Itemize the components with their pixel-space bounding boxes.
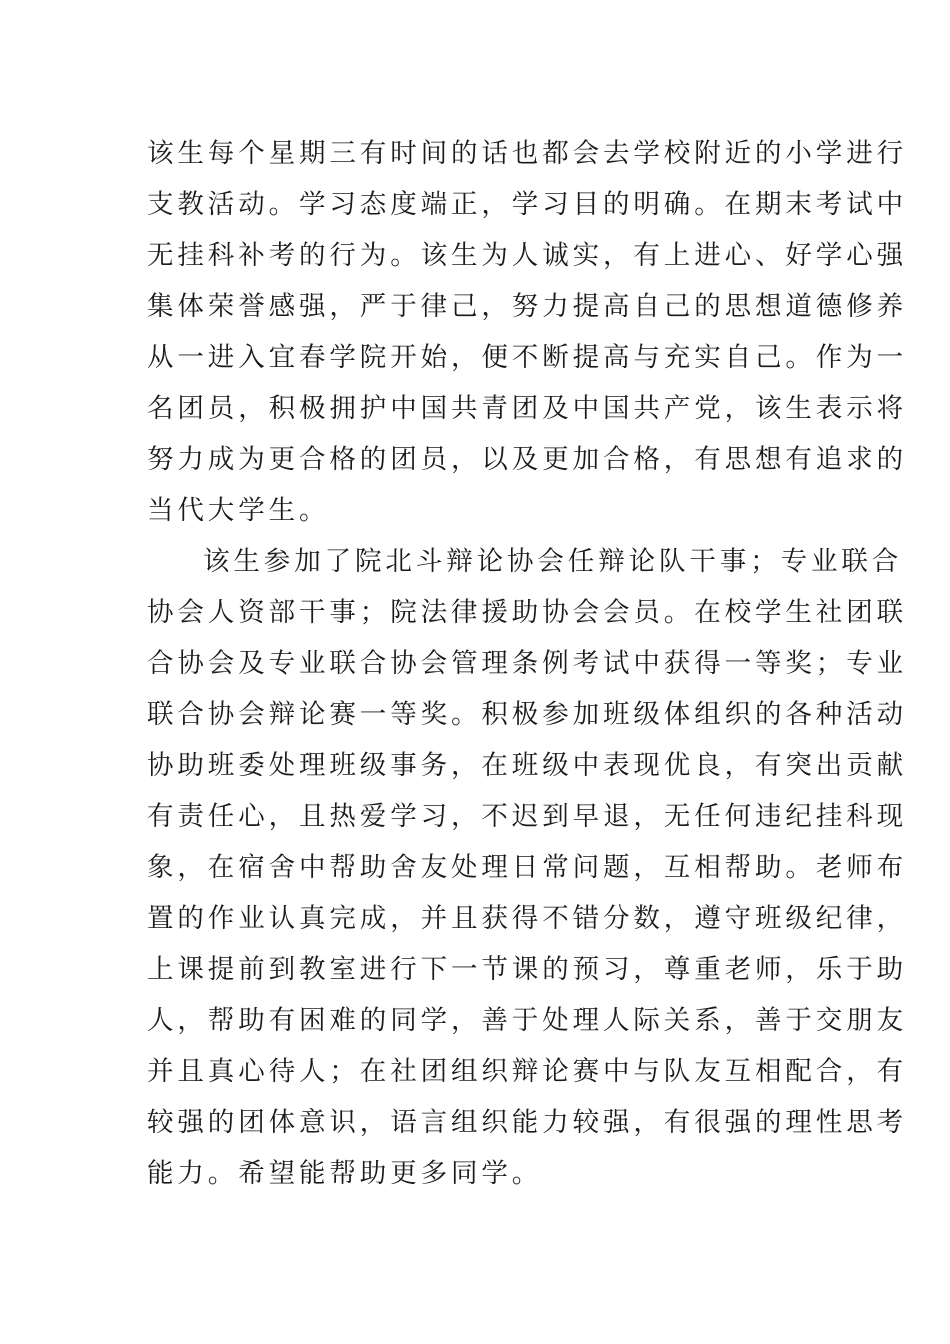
paragraph-2-line: 并且真心待人；在社团组织辩论赛中与队友互相配合，有 bbox=[147, 1056, 907, 1087]
paragraph-2 bbox=[147, 536, 907, 1199]
paragraph-1 bbox=[147, 128, 907, 536]
paragraph-2-line: 协会人资部干事；院法律援助协会会员。在校学生社团联 bbox=[147, 597, 907, 628]
paragraph-2-line: 较强的团体意识，语言组织能力较强，有很强的理性思考 bbox=[147, 1107, 907, 1138]
paragraph-2-line: 能力。希望能帮助更多同学。 bbox=[147, 1158, 543, 1189]
paragraph-1-line: 集体荣誉感强，严于律己，努力提高自己的思想道德修养 bbox=[147, 291, 907, 322]
paragraph-1-line: 当代大学生。 bbox=[147, 495, 330, 526]
paragraph-2-line: 联合协会辩论赛一等奖。积极参加班级体组织的各种活动 bbox=[147, 699, 907, 730]
paragraph-2-line: 人，帮助有困难的同学，善于处理人际关系，善于交朋友 bbox=[147, 1005, 907, 1036]
paragraph-2-line: 置的作业认真完成，并且获得不错分数，遵守班级纪律， bbox=[147, 903, 907, 934]
paragraph-1-line: 该生每个星期三有时间的话也都会去学校附近的小学进行 bbox=[147, 138, 907, 169]
document-body bbox=[147, 128, 907, 1199]
paragraph-2-line: 合协会及专业联合协会管理条例考试中获得一等奖；专业 bbox=[147, 648, 907, 679]
paragraph-1-line: 支教活动。学习态度端正，学习目的明确。在期末考试中 bbox=[147, 189, 907, 220]
paragraph-2-line: 上课提前到教室进行下一节课的预习，尊重老师，乐于助 bbox=[147, 954, 907, 985]
paragraph-2-first-line: 该生参加了院北斗辩论协会任辩论队干事；专业联合 bbox=[203, 546, 903, 577]
paragraph-1-line: 名团员，积极拥护中国共青团及中国共产党，该生表示将 bbox=[147, 393, 907, 424]
paragraph-1-line: 努力成为更合格的团员，以及更加合格，有思想有追求的 bbox=[147, 444, 907, 475]
paragraph-2-line: 协助班委处理班级事务，在班级中表现优良，有突出贡献 bbox=[147, 750, 907, 781]
paragraph-2-line: 象，在宿舍中帮助舍友处理日常问题，互相帮助。老师布 bbox=[147, 852, 907, 883]
paragraph-1-line: 无挂科补考的行为。该生为人诚实，有上进心、好学心强 bbox=[147, 240, 907, 271]
paragraph-1-line: 从一进入宜春学院开始，便不断提高与充实自己。作为一 bbox=[147, 342, 907, 373]
paragraph-2-line: 有责任心，且热爱学习，不迟到早退，无任何违纪挂科现 bbox=[147, 801, 907, 832]
